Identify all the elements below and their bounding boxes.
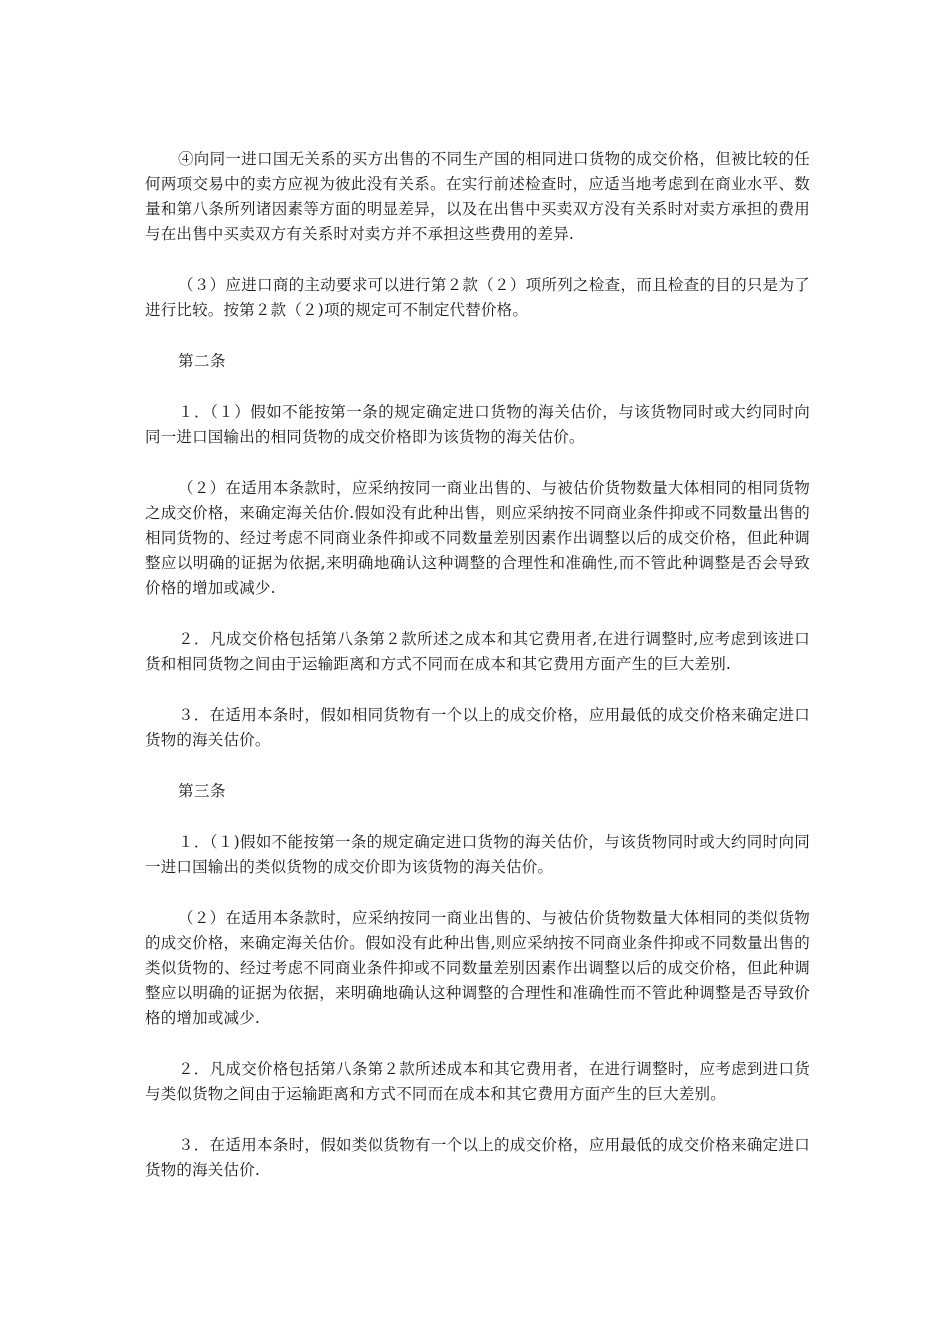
article-2-paragraph-2: ２．凡成交价格包括第八条第２款所述之成本和其它费用者,在进行调整时,应考虑到该进口货和相同货物之间由于运输距离和方式不同而在成本和其它费用方面产生的巨大差别. <box>145 630 810 673</box>
paragraph-item-4: ④向同一进口国无关系的买方出售的不同生产国的相同进口货物的成交价格，但被比较的任何两项交易中的卖方应视为彼此没有关系。在实行前述检查时，应适当地考虑到在商业水平、数量和第八条所列诸因素等方面的明显差异，以及在出售中买卖双方没有关系时对卖方承担的费用与在出售中买卖双方有关系时对卖方并不承担这些费用的差异. <box>145 150 810 243</box>
article-3-paragraph-1-1: １．（１)假如不能按第一条的规定确定进口货物的海关估价，与该货物同时或大约同时向同一进口国输出的类似货物的成交价即为该货物的海关估价。 <box>145 833 810 876</box>
document-body <box>145 147 810 1209</box>
article-2-paragraph-1-2: （２）在适用本条款时，应采纳按同一商业出售的、与被估价货物数量大体相同的相同货物之成交价格，来确定海关估价.假如没有此种出售，则应采纳按不同商业条件抑或不同数量出售的相同货物的、经过考虑不同商业条件抑或不同数量差别因素作出调整以后的成交价格，但此种调整应以明确的证据为依据,来明确地确认这种调整的合理性和准确性,而不管此种调整是否会导致价格的增加或减少. <box>145 479 810 597</box>
article-2-paragraph-1-1: １．（１）假如不能按第一条的规定确定进口货物的海关估价，与该货物同时或大约同时向同一进口国输出的相同货物的成交价格即为该货物的海关估价。 <box>145 403 810 446</box>
article-3-paragraph-2: ２．凡成交价格包括第八条第２款所述成本和其它费用者，在进行调整时，应考虑到进口货与类似货物之间由于运输距离和方式不同而在成本和其它费用方面产生的巨大差别。 <box>145 1060 810 1103</box>
paragraph-clause-3: （３）应进口商的主动要求可以进行第２款（２）项所列之检查，而且检查的目的只是为了进行比较。按第２款（２)项的规定可不制定代替价格。 <box>145 276 810 319</box>
article-3-heading: 第三条 <box>178 782 227 800</box>
article-2-paragraph-3: ３．在适用本条时，假如相同货物有一个以上的成交价格，应用最低的成交价格来确定进口货物的海关估价。 <box>145 706 810 749</box>
article-2-heading: 第二条 <box>178 352 227 370</box>
article-3-paragraph-3: ３．在适用本条时，假如类似货物有一个以上的成交价格，应用最低的成交价格来确定进口货物的海关估价. <box>145 1136 810 1179</box>
article-3-paragraph-1-2: （２）在适用本条款时，应采纳按同一商业出售的、与被估价货物数量大体相同的类似货物的成交价格，来确定海关估价。假如没有此种出售,则应采纳按不同商业条件抑或不同数量出售的类似货物的、经过考虑不同商业条件抑或不同数量差别因素作出调整以后的成交价格，但此种调整应以明确的证据为依据，来明确地确认这种调整的合理性和准确性而不管此种调整是否导致价格的增加或减少. <box>145 909 810 1027</box>
